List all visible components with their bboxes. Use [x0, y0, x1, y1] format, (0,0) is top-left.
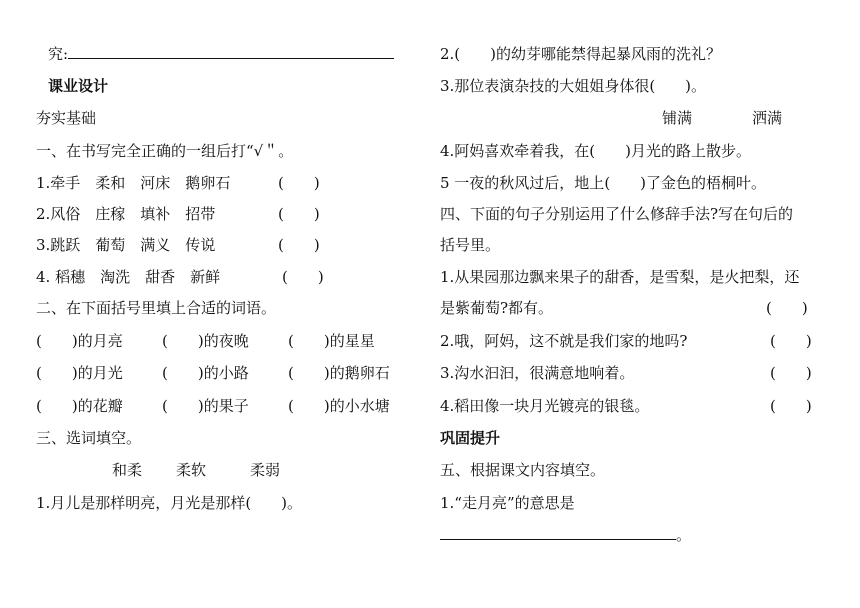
q3-item-3: 3.那位表演杂技的大姐姐身体很( )。 — [440, 77, 707, 95]
q4-title-line1: 四、下面的句子分别运用了什么修辞手法?写在句后的 — [440, 205, 794, 223]
q3-word: 柔弱 — [250, 461, 281, 479]
q2-cell[interactable]: ( )的月光 — [36, 364, 123, 382]
q4-item-1-line1: 1.从果园那边飘来果子的甜香，是雪梨，是火把梨，还 — [440, 268, 800, 286]
q5-title: 五、根据课文内容填空。 — [440, 461, 606, 479]
q1-item — [36, 267, 220, 287]
section-improve-heading: 巩固提升 — [440, 429, 501, 447]
q5-end-mark: 。 — [676, 526, 692, 544]
q4-item-paren[interactable]: ( ) — [770, 364, 812, 382]
q5-item-1: 1.“走月亮”的意思是 — [440, 494, 575, 512]
q1-item-paren[interactable]: ( ) — [278, 174, 320, 192]
q2-cell[interactable]: ( )的小路 — [162, 364, 249, 382]
q2-cell[interactable]: ( )的小水塘 — [288, 397, 390, 415]
q2-cell[interactable]: ( )的果子 — [162, 397, 249, 415]
q4-item-1-line2: 是紫葡萄?都有。 — [440, 299, 554, 317]
q2-cell[interactable]: ( )的月亮 — [36, 332, 123, 350]
q4-item-paren[interactable]: ( ) — [770, 397, 812, 415]
q2-cell[interactable]: ( )的星星 — [288, 332, 375, 350]
q2-cell[interactable]: ( )的花瓣 — [36, 397, 123, 415]
q3-word: 和柔 — [112, 461, 143, 479]
q5-answer-line — [440, 525, 691, 545]
study-blank[interactable] — [68, 44, 394, 59]
q1-item-paren[interactable]: ( ) — [278, 205, 320, 223]
study-line — [48, 44, 394, 64]
q1-item-paren[interactable]: ( ) — [278, 236, 320, 254]
q1-item — [36, 204, 215, 224]
q3-word: 柔软 — [176, 461, 207, 479]
q4-item-text: 3.沟水汩汩，很满意地响着。 — [440, 364, 635, 382]
q3-item-4: 4.阿妈喜欢牵着我，在( )月光的路上散步。 — [440, 142, 752, 160]
q1-item — [36, 235, 215, 255]
q2-cell[interactable]: ( )的鹅卵石 — [288, 364, 390, 382]
q3-title: 三、选词填空。 — [36, 429, 142, 447]
q4-item-paren[interactable]: ( ) — [770, 332, 812, 350]
q1-item-text: 2.风俗 庄稼 填补 招带 — [36, 205, 216, 223]
q3-word: 洒满 — [752, 109, 783, 127]
q4-title-line2: 括号里。 — [440, 236, 501, 254]
q3-item-1: 1.月儿是那样明亮，月光是那样( )。 — [36, 494, 303, 512]
q1-item-text: 4. 稻穗 淘洗 甜香 新鲜 — [36, 268, 221, 286]
q1-item — [36, 173, 230, 193]
q3-word: 铺满 — [662, 109, 693, 127]
q1-item-text: 1.牵手 柔和 河床 鹅卵石 — [36, 174, 231, 192]
q1-item-paren[interactable]: ( ) — [282, 268, 324, 286]
section-design-heading: 课业设计 — [48, 77, 109, 95]
q1-title: 一、在书写完全正确的一组后打“√＂。 — [36, 142, 294, 160]
study-prefix: 究: — [48, 45, 69, 63]
q4-item-text: 2.哦，阿妈，这不就是我们家的地吗? — [440, 332, 688, 350]
q2-title: 二、在下面括号里填上合适的词语。 — [36, 299, 277, 317]
section-basic-heading: 夯实基础 — [36, 109, 97, 127]
q5-answer-blank[interactable] — [440, 525, 676, 540]
q4-item-1-paren[interactable]: ( ) — [766, 299, 808, 317]
q3-item-5: 5 一夜的秋风过后，地上( )了金色的梧桐叶。 — [440, 174, 767, 192]
q2-cell[interactable]: ( )的夜晚 — [162, 332, 249, 350]
q3-item-2: 2.( )的幼芽哪能禁得起暴风雨的洗礼？ — [440, 45, 722, 63]
q4-item-text: 4.稻田像一块月光镀亮的银毯。 — [440, 397, 650, 415]
q1-item-text: 3.跳跃 葡萄 满义 传说 — [36, 236, 216, 254]
